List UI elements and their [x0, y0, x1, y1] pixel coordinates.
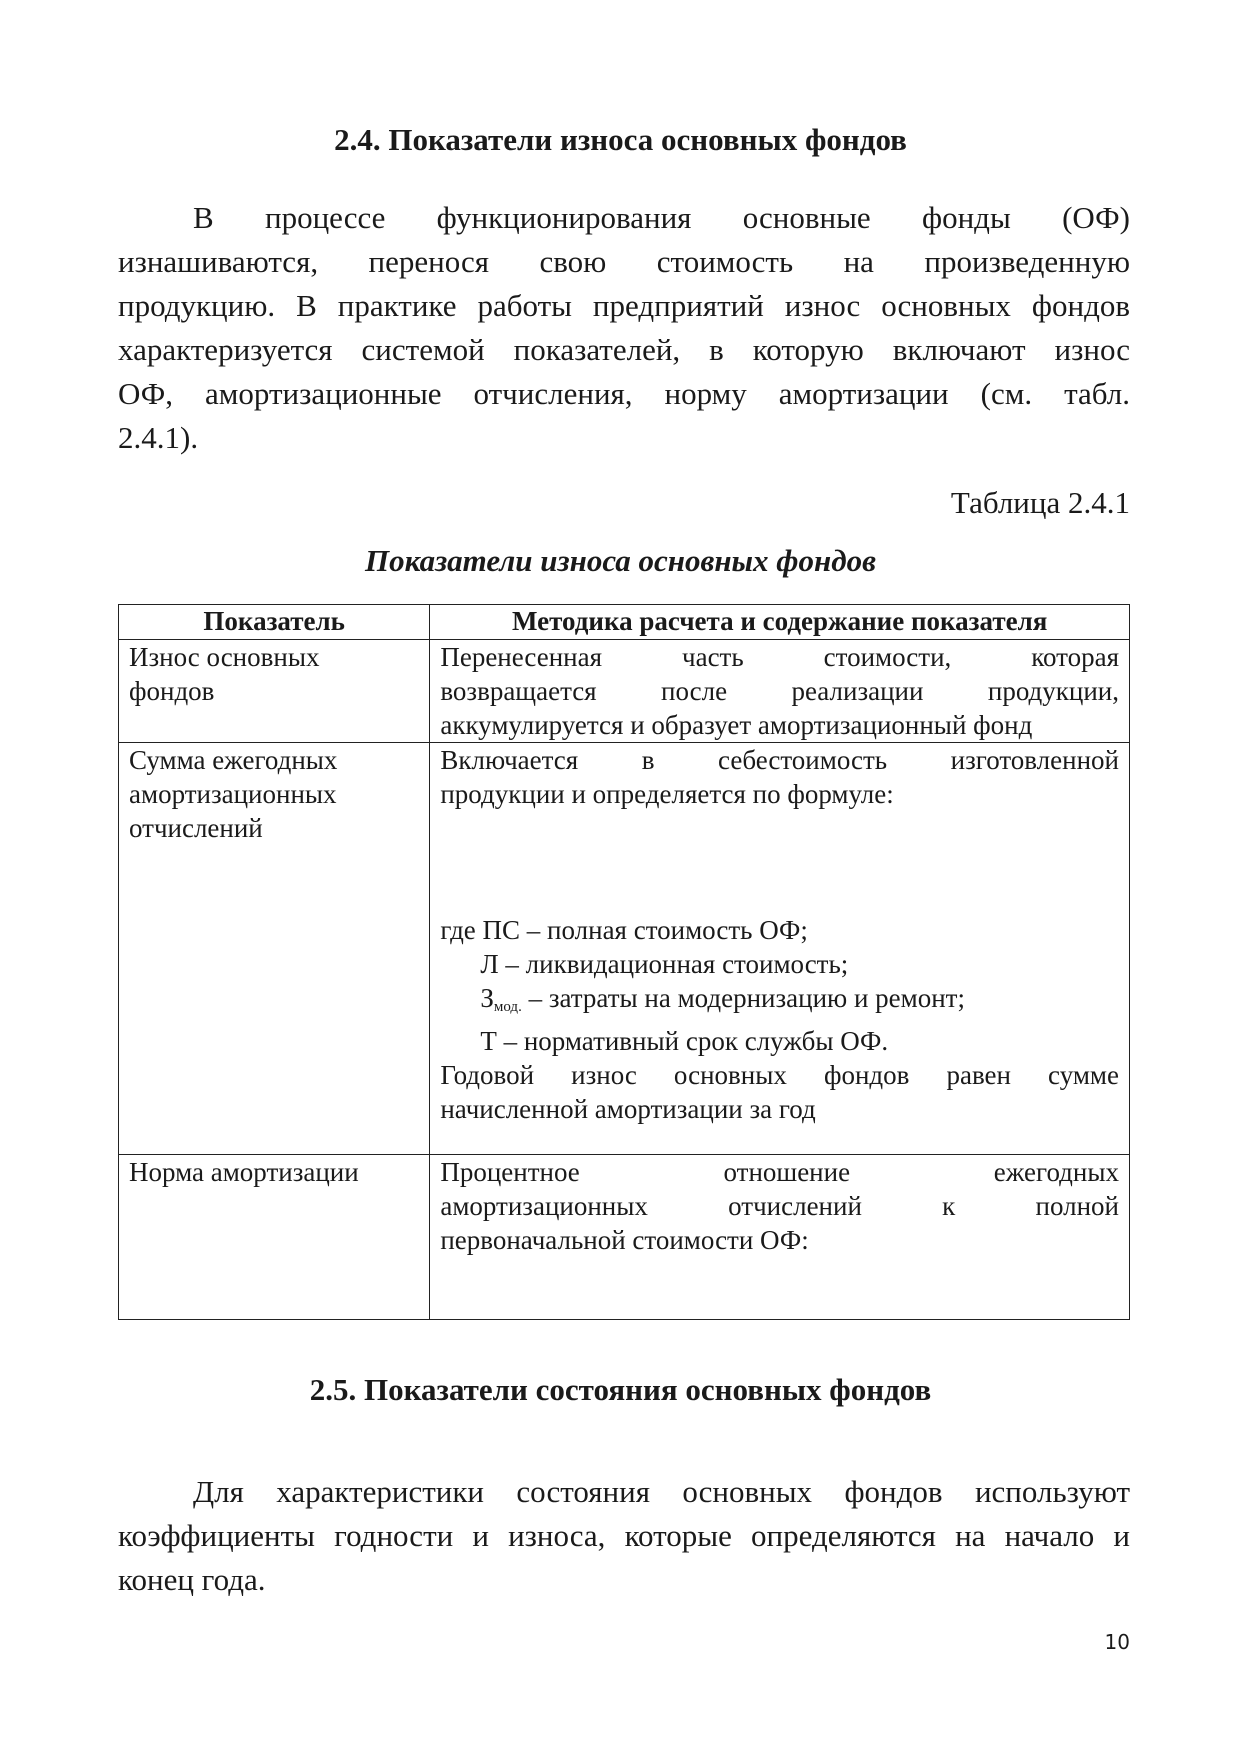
table-number: Таблица 2.4.1 — [950, 485, 1130, 520]
cell-line: продукции и определяется по формуле: — [440, 779, 894, 809]
legend-line-ps: где ПС – полная стоимость ОФ; — [440, 915, 808, 945]
wear-indicators-table — [118, 604, 1130, 1320]
paragraph-wear-intro — [118, 196, 1130, 460]
legend-line-l: Л – ликвидационная стоимость; — [480, 949, 849, 979]
section-heading-wear: 2.4. Показатели износа основных фондов — [334, 122, 907, 157]
text-line: В процессе функционирования основные фонды (ОФ) — [193, 200, 1130, 235]
indicator-cell — [119, 743, 430, 1155]
table-row — [119, 1155, 1130, 1320]
text-line: ОФ, амортизационные отчисления, норму амортизации (см. табл. — [118, 376, 1130, 411]
cell-line: Процентное отношение ежегодных — [440, 1157, 1119, 1187]
cell-line: фондов — [129, 676, 215, 706]
formula-placeholder — [440, 811, 1119, 913]
indicator-cell — [119, 640, 430, 743]
legend-line-z — [440, 981, 1119, 1024]
text-line: 2.4.1). — [118, 420, 199, 455]
cell-line: первоначальной стоимости ОФ: — [440, 1225, 809, 1255]
column-header-method: Методика расчета и содержание показателя — [430, 605, 1130, 640]
cell-line: Включается в себестоимость изготовленной — [440, 745, 1119, 775]
cell-line: Перенесенная часть стоимости, которая — [440, 642, 1119, 672]
table-caption: Показатели износа основных фондов — [365, 543, 876, 578]
text-line: изнашиваются, перенося свою стоимость на произведенную — [118, 244, 1130, 279]
z-description: – затраты на модернизацию и ремонт; — [521, 983, 965, 1013]
legend-line-t: Т – нормативный срок службы ОФ. — [480, 1026, 889, 1056]
cell-spacer — [440, 1126, 1119, 1154]
cell-line: аккумулируется и образует амортизационный фонд — [440, 710, 1033, 740]
text-line: характеризуется системой показателей, в которую включают износ — [118, 332, 1130, 367]
method-cell — [430, 640, 1130, 743]
cell-line: отчислений — [129, 813, 263, 843]
table-row — [119, 640, 1130, 743]
page-number: 10 — [1104, 1630, 1130, 1654]
method-cell — [430, 743, 1130, 1155]
cell-line: Годовой износ основных фондов равен сумме — [440, 1060, 1119, 1090]
text-line: коэффициенты годности и износа, которые определяются на начало и — [118, 1518, 1130, 1553]
paragraph-condition-intro — [118, 1470, 1130, 1602]
text-line: продукцию. В практике работы предприятий износ основных фондов — [118, 288, 1130, 323]
cell-line: возвращается после реализации продукции, — [440, 676, 1119, 706]
cell-line: амортизационных — [129, 779, 337, 809]
cell-line: начисленной амортизации за год — [440, 1094, 816, 1124]
text-line: Для характеристики состояния основных фондов используют — [193, 1474, 1130, 1509]
cell-line: Износ основных — [129, 642, 320, 672]
cell-line: амортизационных отчислений к полной — [440, 1191, 1119, 1221]
table-header-row — [119, 605, 1130, 640]
cell-line: Норма амортизации — [129, 1157, 359, 1187]
column-header-indicator: Показатель — [119, 605, 430, 640]
z-letter: З — [480, 983, 494, 1013]
formula-placeholder — [440, 1257, 1119, 1319]
table-row — [119, 743, 1130, 1155]
z-subscript: мод. — [493, 999, 522, 1015]
section-heading-condition: 2.5. Показатели состояния основных фондов — [309, 1372, 932, 1407]
indicator-cell — [119, 1155, 430, 1320]
cell-line: Сумма ежегодных — [129, 745, 338, 775]
method-cell — [430, 1155, 1130, 1320]
text-line: конец года. — [118, 1562, 266, 1597]
